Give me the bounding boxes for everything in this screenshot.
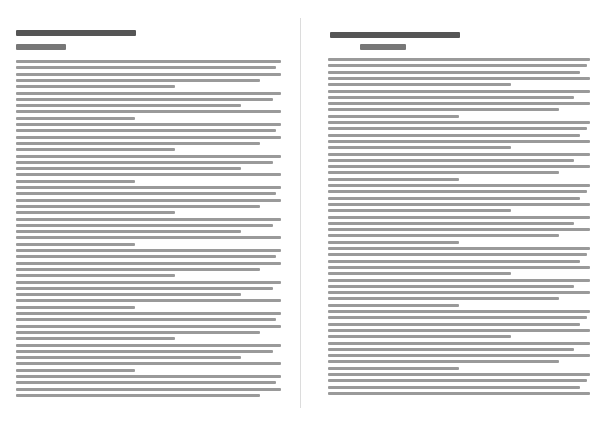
text-line-placeholder	[16, 362, 281, 365]
text-line-placeholder	[328, 64, 587, 67]
text-line-placeholder	[328, 316, 587, 319]
text-line-placeholder	[328, 228, 590, 231]
text-line-placeholder	[16, 117, 135, 120]
text-line-placeholder	[16, 344, 281, 347]
text-line-placeholder	[328, 184, 590, 187]
text-line-placeholder	[328, 190, 587, 193]
text-line-placeholder	[328, 96, 574, 99]
text-line-placeholder	[328, 247, 590, 250]
text-line-placeholder	[16, 66, 276, 69]
text-line-placeholder	[328, 285, 574, 288]
right-page-author	[360, 44, 406, 50]
text-line-placeholder	[328, 234, 559, 237]
text-line-placeholder	[328, 373, 590, 376]
text-line-placeholder	[328, 90, 590, 93]
text-line-placeholder	[328, 241, 459, 244]
text-line-placeholder	[328, 140, 590, 143]
text-line-placeholder	[16, 136, 281, 139]
text-line-placeholder	[16, 129, 276, 132]
text-line-placeholder	[16, 155, 281, 158]
text-line-placeholder	[328, 108, 559, 111]
text-line-placeholder	[16, 98, 273, 101]
text-line-placeholder	[16, 249, 281, 252]
text-line-placeholder	[16, 287, 273, 290]
text-line-placeholder	[16, 211, 175, 214]
text-line-placeholder	[16, 173, 281, 176]
text-line-placeholder	[328, 266, 590, 269]
text-line-placeholder	[328, 379, 587, 382]
text-line-placeholder	[328, 83, 511, 86]
text-line-placeholder	[328, 115, 459, 118]
text-line-placeholder	[16, 255, 276, 258]
text-line-placeholder	[16, 306, 135, 309]
text-line-placeholder	[16, 161, 273, 164]
text-line-placeholder	[328, 121, 590, 124]
text-line-placeholder	[16, 205, 260, 208]
text-line-placeholder	[328, 297, 559, 300]
text-line-placeholder	[16, 236, 281, 239]
text-line-placeholder	[328, 272, 511, 275]
text-line-placeholder	[328, 216, 590, 219]
text-line-placeholder	[328, 291, 590, 294]
text-line-placeholder	[16, 318, 276, 321]
text-line-placeholder	[328, 71, 580, 74]
text-line-placeholder	[328, 260, 580, 263]
text-line-placeholder	[16, 123, 281, 126]
text-line-placeholder	[16, 262, 281, 265]
text-line-placeholder	[16, 381, 276, 384]
text-line-placeholder	[16, 375, 281, 378]
text-line-placeholder	[16, 243, 135, 246]
text-line-placeholder	[16, 92, 281, 95]
text-line-placeholder	[16, 224, 273, 227]
page-divider	[300, 18, 301, 408]
text-line-placeholder	[328, 323, 580, 326]
left-page	[0, 0, 296, 424]
text-line-placeholder	[16, 325, 281, 328]
text-line-placeholder	[16, 104, 241, 107]
text-line-placeholder	[328, 209, 511, 212]
text-line-placeholder	[328, 178, 459, 181]
text-line-placeholder	[328, 171, 559, 174]
text-line-placeholder	[328, 153, 590, 156]
text-line-placeholder	[16, 167, 241, 170]
text-line-placeholder	[16, 337, 175, 340]
left-page-author	[16, 44, 66, 50]
text-line-placeholder	[16, 388, 281, 391]
text-line-placeholder	[16, 281, 281, 284]
text-line-placeholder	[16, 312, 281, 315]
text-line-placeholder	[16, 369, 135, 372]
text-line-placeholder	[16, 180, 135, 183]
text-line-placeholder	[328, 77, 590, 80]
text-line-placeholder	[328, 165, 590, 168]
text-line-placeholder	[16, 110, 281, 113]
text-line-placeholder	[328, 329, 590, 332]
text-line-placeholder	[16, 356, 241, 359]
text-line-placeholder	[328, 392, 590, 395]
text-line-placeholder	[328, 348, 574, 351]
text-line-placeholder	[16, 199, 281, 202]
text-line-placeholder	[16, 186, 281, 189]
text-line-placeholder	[328, 222, 574, 225]
text-line-placeholder	[328, 310, 590, 313]
text-line-placeholder	[328, 58, 590, 61]
text-line-placeholder	[16, 60, 281, 63]
left-page-title	[16, 30, 136, 36]
text-line-placeholder	[16, 218, 281, 221]
text-line-placeholder	[16, 148, 175, 151]
text-line-placeholder	[16, 230, 241, 233]
text-line-placeholder	[328, 127, 587, 130]
text-line-placeholder	[328, 203, 590, 206]
text-line-placeholder	[328, 354, 590, 357]
text-line-placeholder	[328, 342, 590, 345]
text-line-placeholder	[16, 79, 260, 82]
text-line-placeholder	[16, 394, 260, 397]
text-line-placeholder	[328, 134, 580, 137]
text-line-placeholder	[328, 360, 559, 363]
text-line-placeholder	[16, 274, 175, 277]
text-line-placeholder	[328, 146, 511, 149]
right-page	[304, 0, 600, 424]
text-line-placeholder	[328, 279, 590, 282]
text-line-placeholder	[328, 367, 459, 370]
text-line-placeholder	[16, 331, 260, 334]
text-line-placeholder	[328, 253, 587, 256]
text-line-placeholder	[16, 192, 276, 195]
text-line-placeholder	[16, 142, 260, 145]
text-line-placeholder	[328, 335, 511, 338]
text-line-placeholder	[328, 102, 590, 105]
text-line-placeholder	[16, 299, 281, 302]
text-line-placeholder	[328, 197, 580, 200]
text-line-placeholder	[328, 386, 580, 389]
right-page-title	[330, 32, 460, 38]
text-line-placeholder	[328, 304, 459, 307]
text-line-placeholder	[16, 268, 260, 271]
text-line-placeholder	[16, 85, 175, 88]
text-line-placeholder	[328, 159, 574, 162]
text-line-placeholder	[16, 350, 273, 353]
text-line-placeholder	[16, 73, 281, 76]
text-line-placeholder	[16, 293, 241, 296]
